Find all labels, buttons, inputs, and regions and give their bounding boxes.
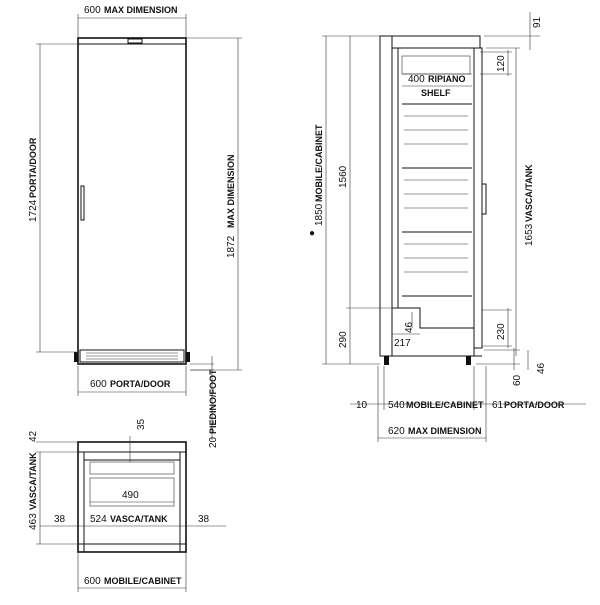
door-height-dimension <box>28 44 78 352</box>
top-wall-value: 42 <box>28 430 39 442</box>
tank-width-dimension <box>40 514 226 526</box>
inner-height-value: 1560 <box>338 165 349 188</box>
top-shelf-width-value: 490 <box>122 490 139 501</box>
door-height-value: 1724 <box>28 199 39 222</box>
grille-value: 230 <box>496 323 507 340</box>
max-height-label: MAX DIMENSION <box>226 154 236 228</box>
tank-height-value: 1653 <box>524 223 535 246</box>
top-gap-dimension <box>130 418 147 462</box>
front-view <box>28 5 242 448</box>
front-width-dimension <box>78 5 186 40</box>
door-handle <box>81 186 84 220</box>
side-foot-height-value: 60 <box>512 374 523 386</box>
grille-slots <box>86 353 178 359</box>
tank-height-label: VASCA/TANK <box>524 164 534 222</box>
front-display-panel <box>128 39 142 43</box>
shelf-depth-value: 400 <box>408 74 425 85</box>
front-width-value: 600 <box>84 5 101 16</box>
step-value: 46 <box>404 321 415 333</box>
cabinet-height-value: 1850 <box>314 203 325 226</box>
side-foot-rear <box>384 356 389 365</box>
tank-depth-dimension <box>28 452 78 544</box>
door-width-label: PORTA/DOOR <box>110 379 171 389</box>
top-wall-dimension <box>28 430 78 452</box>
tank-width-label: VASCA/TANK <box>110 514 168 524</box>
top-value: 91 <box>532 16 543 28</box>
front-cabinet-outline <box>78 38 186 364</box>
shelves <box>402 104 472 296</box>
top-cabinet-width-dimension <box>78 552 186 592</box>
rear-gap-value: 10 <box>356 400 368 411</box>
compartment-height-value: 290 <box>338 331 349 348</box>
cabinet-depth-label: MOBILE/CABINET <box>406 400 484 410</box>
door-depth-label: PORTA/DOOR <box>504 400 565 410</box>
top-left-wall <box>78 452 84 552</box>
top-cabinet-width-value: 600 <box>84 576 101 587</box>
shelf-label-en: SHELF <box>421 88 451 98</box>
door-height-label: PORTA/DOOR <box>28 137 38 198</box>
top-gap-value: 35 <box>136 418 147 430</box>
top-rear-wall <box>84 452 180 460</box>
front-foot-right <box>186 352 190 362</box>
top-inner-panel-back <box>90 462 174 474</box>
compartment-height-dimension <box>338 308 350 364</box>
side-view <box>309 12 586 442</box>
door-width-value: 600 <box>90 379 107 390</box>
shelf-gap-dimension <box>480 50 512 76</box>
door-glass <box>474 48 482 348</box>
door-depth-value: 61 <box>492 400 504 411</box>
max-height-dimension <box>186 38 242 370</box>
grille-dimension <box>482 308 512 348</box>
side-door-handle <box>482 184 486 214</box>
step-depth-dimension <box>392 334 420 349</box>
shelf-label-group <box>402 56 472 98</box>
tank-depth-value: 463 <box>28 513 39 530</box>
top-shelf-width-dimension <box>90 490 174 502</box>
foot-offset-dimension <box>528 350 547 374</box>
tank-depth-label: VASCA/TANK <box>28 452 38 510</box>
svg-text:●: ● <box>309 228 316 239</box>
shelf-label-it: RIPIANO <box>428 74 466 84</box>
cabinet-height-dimension <box>309 36 380 364</box>
top-right-wall <box>180 452 186 552</box>
door-width-dimension <box>78 366 186 396</box>
step-dimension <box>404 312 415 333</box>
foot-dimension <box>190 356 219 448</box>
total-depth-value: 620 <box>388 426 405 437</box>
shelf-box <box>402 56 470 74</box>
cabinet-depth-value: 540 <box>388 400 405 411</box>
shelf-gap-value: 120 <box>496 55 507 72</box>
inner-height-dimension <box>338 36 398 308</box>
max-height-value: 1872 <box>226 235 237 258</box>
right-wall-value: 38 <box>198 514 210 525</box>
top-dimension <box>484 12 543 50</box>
side-foot-front <box>466 356 471 365</box>
front-width-label: MAX DIMENSION <box>104 5 178 15</box>
top-view <box>28 418 226 592</box>
depth-dimensions <box>350 366 586 442</box>
tank-width-value: 524 <box>90 514 107 525</box>
cabinet-height-label: MOBILE/CABINET <box>314 124 324 202</box>
top-wall <box>392 36 480 48</box>
top-door <box>78 544 186 552</box>
total-depth-label: MAX DIMENSION <box>408 426 482 436</box>
left-wall-value: 38 <box>54 514 66 525</box>
foot-label: PIEDINO/FOOT <box>208 369 218 434</box>
top-cabinet-width-label: MOBILE/CABINET <box>104 576 182 586</box>
foot-value: 20 <box>208 436 219 448</box>
foot-offset-value: 46 <box>536 362 547 374</box>
step-depth-value: 217 <box>394 338 411 349</box>
front-foot-left <box>74 352 78 362</box>
